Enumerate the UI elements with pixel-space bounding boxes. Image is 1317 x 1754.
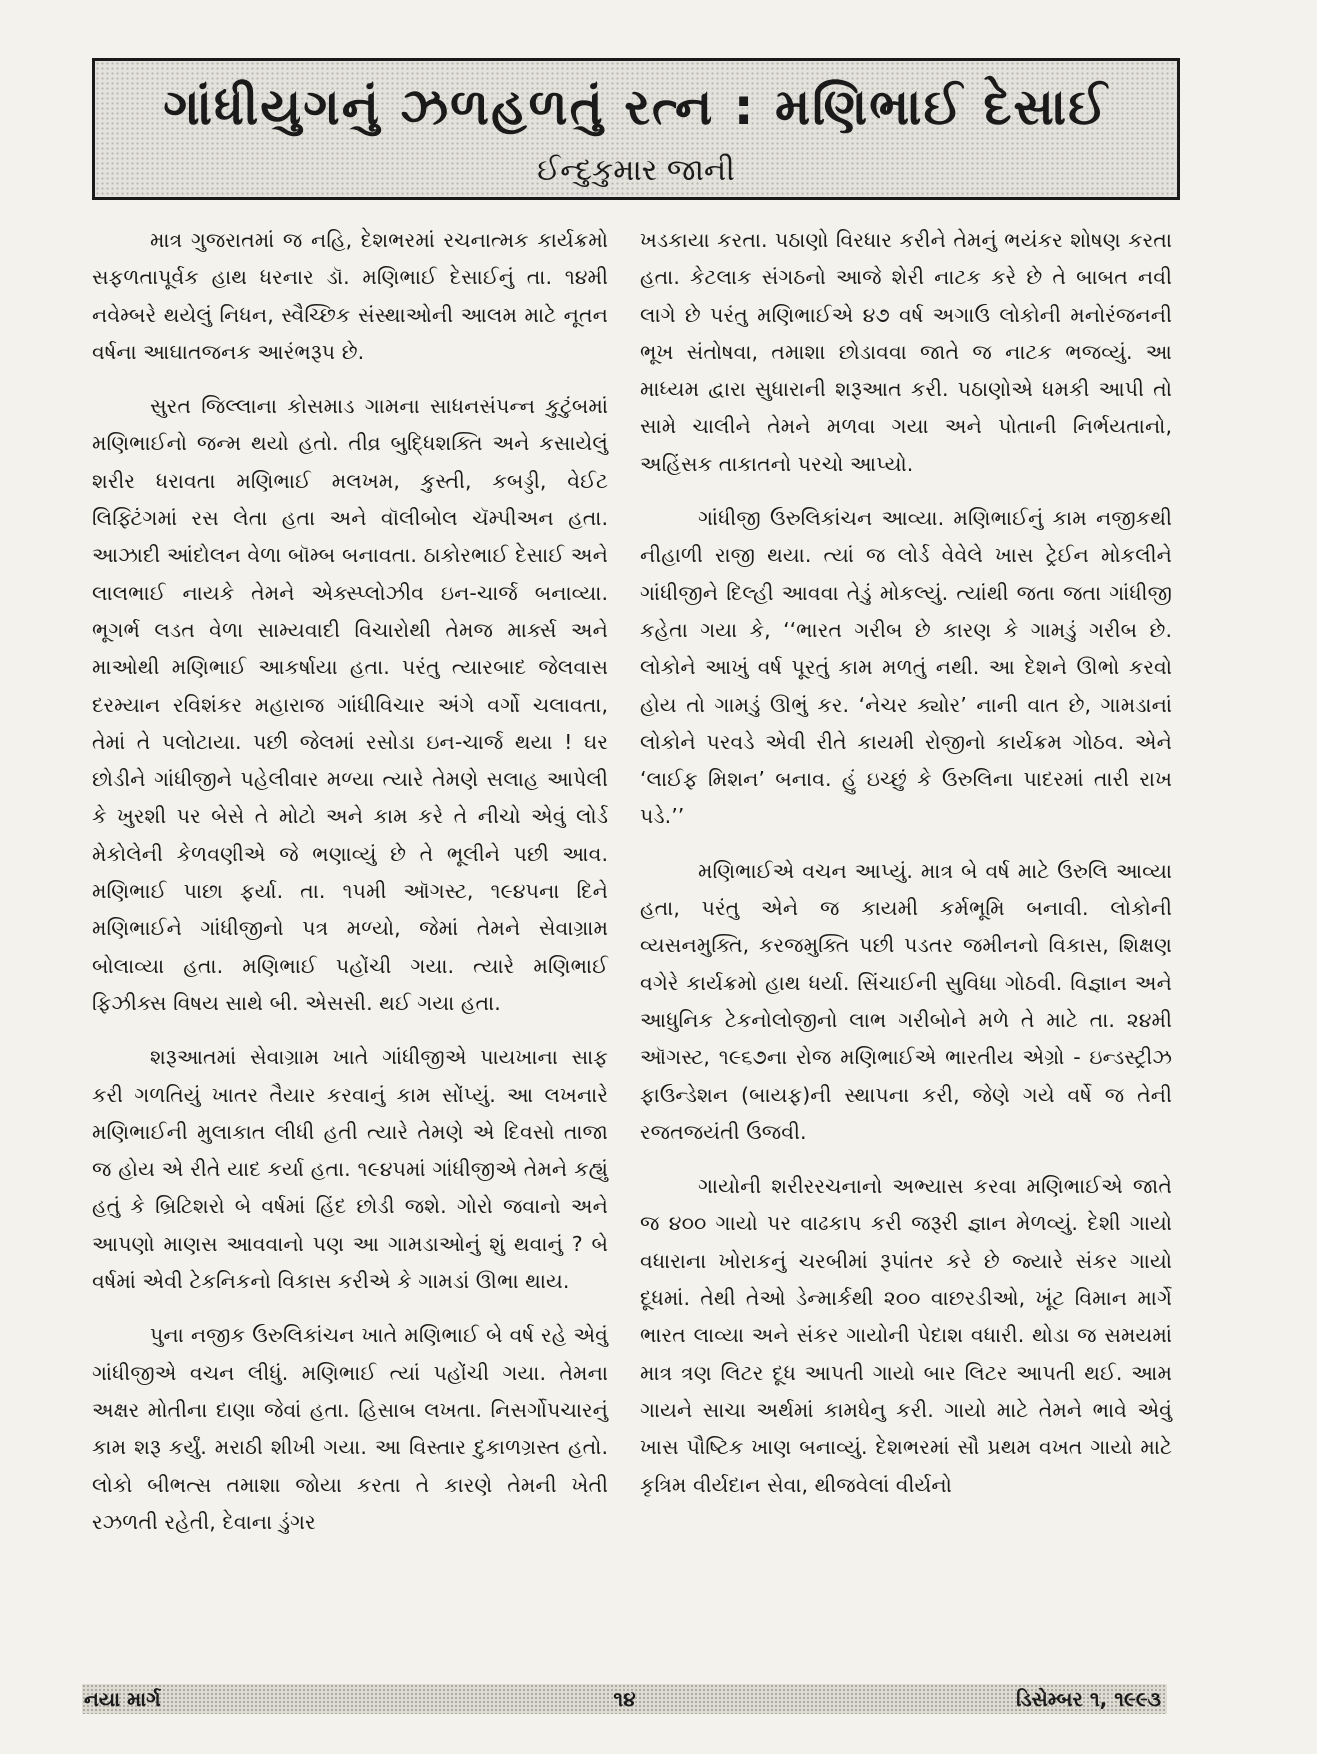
publication-name: નયા માર્ગ [84, 1687, 161, 1711]
author-byline: ઈન્દુકુમાર જાની [537, 153, 735, 188]
page-footer [82, 1684, 1167, 1714]
paragraph: માત્ર ગુજરાતમાં જ નહિ, દેશભરમાં રચનાત્મક કાર્યક્રમો સફળતાપૂર્વક હાથ ધરનાર ડૉ. મણિભાઈ દેસાઈનું તા. ૧૪મી નવેમ્બરે થયેલું નિધન, સ્વૈચ્છિક સંસ્થાઓની આલમ માટે નૂતન વર્ષના આઘાતજનક આરંભરૂપ છે. [92, 228, 608, 364]
page-number: ૧૪ [613, 1687, 636, 1711]
paragraph: સુરત જિલ્લાના કોસમાડ ગામના સાધનસંપન્ન કુટુંબમાં મણિભાઈનો જન્મ થયો હતો. તીવ્ર બુદ્ધિશક્તિ અને કસાયેલું શરીર ધરાવતા મણિભાઈ મલખમ, કુસ્તી, કબડ્ડી, વેઈટ લિફ્ટિંગમાં રસ લેતા હતા અને વૉલીબોલ ચૅમ્પીઅન હતા. આઝાદી આંદોલન વેળા બૉમ્બ બનાવતા. ઠાકોરભાઈ દેસાઈ અને લાલભાઈ નાયકે તેમને એક્સ્પ્લોઝીવ ઇન-ચાર્જ બનાવ્યા. ભૂગર્ભ લડત વેળા સામ્યવાદી વિચારોથી તેમજ માર્ક્સ અને માઓથી મણિભાઈ આકર્ષાયા હતા. પરંતુ ત્યારબાદ જેલવાસ દરમ્યાન રવિશંકર મહારાજ ગાંધીવિચાર અંગે વર્ગો ચલાવતા, તેમાં તે પલોટાયા. પછી જેલમાં રસોડા ઇન-ચાર્જ થયા ! ઘર છોડીને ગાંધીજીને પહેલીવાર મળ્યા ત્યારે તેમણે સલાહ આપેલી કે ખુરશી પર બેસે તે મોટો અને કામ કરે તે નીચો એવું લોર્ડ મેકોલેની કેળવણીએ જે ભણાવ્યું છે તે ભૂલીને પછી આવ. મણિભાઈ પાછા ફર્યા. તા. ૧૫મી ઑગસ્ટ, ૧૯૪૫ના દિને મણિભાઈને ગાંધીજીનો પત્ર મળ્યો, જેમાં તેમને સેવાગ્રામ બોલાવ્યા હતા. મણિભાઈ પહોંચી ગયા. ત્યારે મણિભાઈ ફિઝીક્સ વિષય સાથે બી. એસસી. થઈ ગયા હતા. [92, 394, 608, 1015]
paragraph: ગાયોની શરીરરચનાનો અભ્યાસ કરવા મણિભાઈએ જાતે જ ૪૦૦ ગાયો પર વાઢકાપ કરી જરૂરી જ્ઞાન મેળવ્યું. દેશી ગાયો વધારાના ખોરાકનું ચરબીમાં રૂપાંતર કરે છે જ્યારે સંકર ગાયો દૂધમાં. તેથી તેઓ ડેન્માર્કથી ૨૦૦ વાછરડીઓ, ખૂંટ વિમાન માર્ગે ભારત લાવ્યા અને સંકર ગાયોની પેદાશ વધારી. થોડા જ સમયમાં માત્ર ત્રણ લિટર દૂધ આપતી ગાયો બાર લિટર આપતી થઈ. આમ ગાયને સાચા અર્થમાં કામધેનુ કરી. ગાયો માટે તેમને ભાવે એવું ખાસ પૌષ્ટિક ખાણ બનાવ્યું. દેશભરમાં સૌ પ્રથમ વખત ગાયો માટે કૃત્રિમ વીર્યદાન સેવા, થીજવેલાં વીર્યનો [640, 1174, 1172, 1497]
issue-date: ડિસેમ્બર ૧, ૧૯૯૩ [1016, 1687, 1161, 1711]
left-column [92, 222, 608, 1558]
paragraph: મણિભાઈએ વચન આપ્યું. માત્ર બે વર્ષ માટે ઉરુલિ આવ્યા હતા, પરંતુ એને જ કાયમી કર્મભૂમિ બનાવી. લોકોની વ્યસનમુક્તિ, કરજમુક્તિ પછી પડતર જમીનનો વિકાસ, શિક્ષણ વગેરે કાર્યક્રમો હાથ ધર્યા. સિંચાઈની સુવિધા ગોઠવી. વિજ્ઞાન અને આધુનિક ટેકનોલોજીનો લાભ ગરીબોને મળે તે માટે તા. ૨૪મી ઑગસ્ટ, ૧૯૬૭ના રોજ મણિભાઈએ ભારતીય એગ્રો - ઇન્ડસ્ટ્રીઝ ફાઉન્ડેશન (બાયફ)ની સ્થાપના કરી, જેણે ગયે વર્ષે જ તેની રજતજયંતી ઉજવી. [640, 858, 1172, 1144]
paragraph: ગાંધીજી ઉરુલિકાંચન આવ્યા. મણિભાઈનું કામ નજીકથી નીહાળી રાજી થયા. ત્યાં જ લોર્ડ વેવેલે ખાસ ટ્રેઈન મોકલીને ગાંધીજીને દિલ્હી આવવા તેડું મોકલ્યું. ત્યાંથી જતા જતા ગાંધીજી કહેતા ગયા કે, ‘‘ભારત ગરીબ છે કારણ કે ગામડું ગરીબ છે. લોકોને આખું વર્ષ પૂરતું કામ મળતું નથી. આ દેશને ઊભો કરવો હોય તો ગામડું ઊભું કર. ‘નેચર ક્યોર’ નાની વાત છે, ગામડાનાં લોકોને પરવડે એવી રીતે કાયમી રોજીનો કાર્યક્રમ ગોઠવ. એને ‘લાઈફ મિશન’ બનાવ. હું ઇચ્છું કે ઉરુલિના પાદરમાં તારી રાખ પડે.’’ [640, 506, 1172, 829]
paragraph: શરૂઆતમાં સેવાગ્રામ ખાતે ગાંધીજીએ પાયખાના સાફ કરી ગળતિયું ખાતર તૈયાર કરવાનું કામ સોંપ્યું. આ લખનારે મણિભાઈની મુલાકાત લીધી હતી ત્યારે તેમણે એ દિવસો તાજા જ હોય એ રીતે યાદ કર્યા હતા. ૧૯૪૫માં ગાંધીજીએ તેમને કહ્યું હતું કે બ્રિટિશરો બે વર્ષમાં હિંદ છોડી જશે. ગોરો જવાનો અને આપણો માણસ આવવાનો પણ આ ગામડાઓનું શું થવાનું ? બે વર્ષમાં એવી ટેકનિકનો વિકાસ કરીએ કે ગામડાં ઊભા થાય. [92, 1045, 609, 1294]
right-column [640, 222, 1172, 1521]
paragraph: ખડકાયા કરતા. પઠાણો વિરધાર કરીને તેમનું ભયંકર શોષણ કરતા હતા. કેટલાક સંગઠનો આજે શેરી નાટક કરે છે તે બાબત નવી લાગે છે પરંતુ મણિભાઈએ ૪૭ વર્ષ અગાઉ લોકોની મનોરંજનની ભૂખ સંતોષવા, તમાશા છોડાવવા જાતે જ નાટક ભજવ્યું. આ માધ્યમ દ્વારા સુધારાની શરૂઆત કરી. પઠાણોએ ધમકી આપી તો સામે ચાલીને તેમને મળવા ગયા અને પોતાની નિર્ભયતાનો, અહિંસક તાકાતનો પરચો આપ્યો. [640, 228, 1172, 476]
article-title: ગાંધીયુગનું ઝળહળતું રત્ન : મણિભાઈ દેસાઈ [163, 78, 1109, 136]
paragraph: પુના નજીક ઉરુલિકાંચન ખાતે મણિભાઈ બે વર્ષ રહે એવું ગાંધીજીએ વચન લીધું. મણિભાઈ ત્યાં પહોંચી ગયા. તેમના અક્ષર મોતીના દાણા જેવાં હતા. હિસાબ લખતા. નિસર્ગોપચારનું કામ શરૂ કર્યું. મરાઠી શીખી ગયા. આ વિસ્તાર દુકાળગ્રસ્ત હતો. લોકો બીભત્સ તમાશા જોયા કરતા તે કારણે તેમની ખેતી રઝળતી રહેતી, દેવાના ડુંગર [92, 1323, 608, 1534]
title-box [92, 58, 1180, 200]
